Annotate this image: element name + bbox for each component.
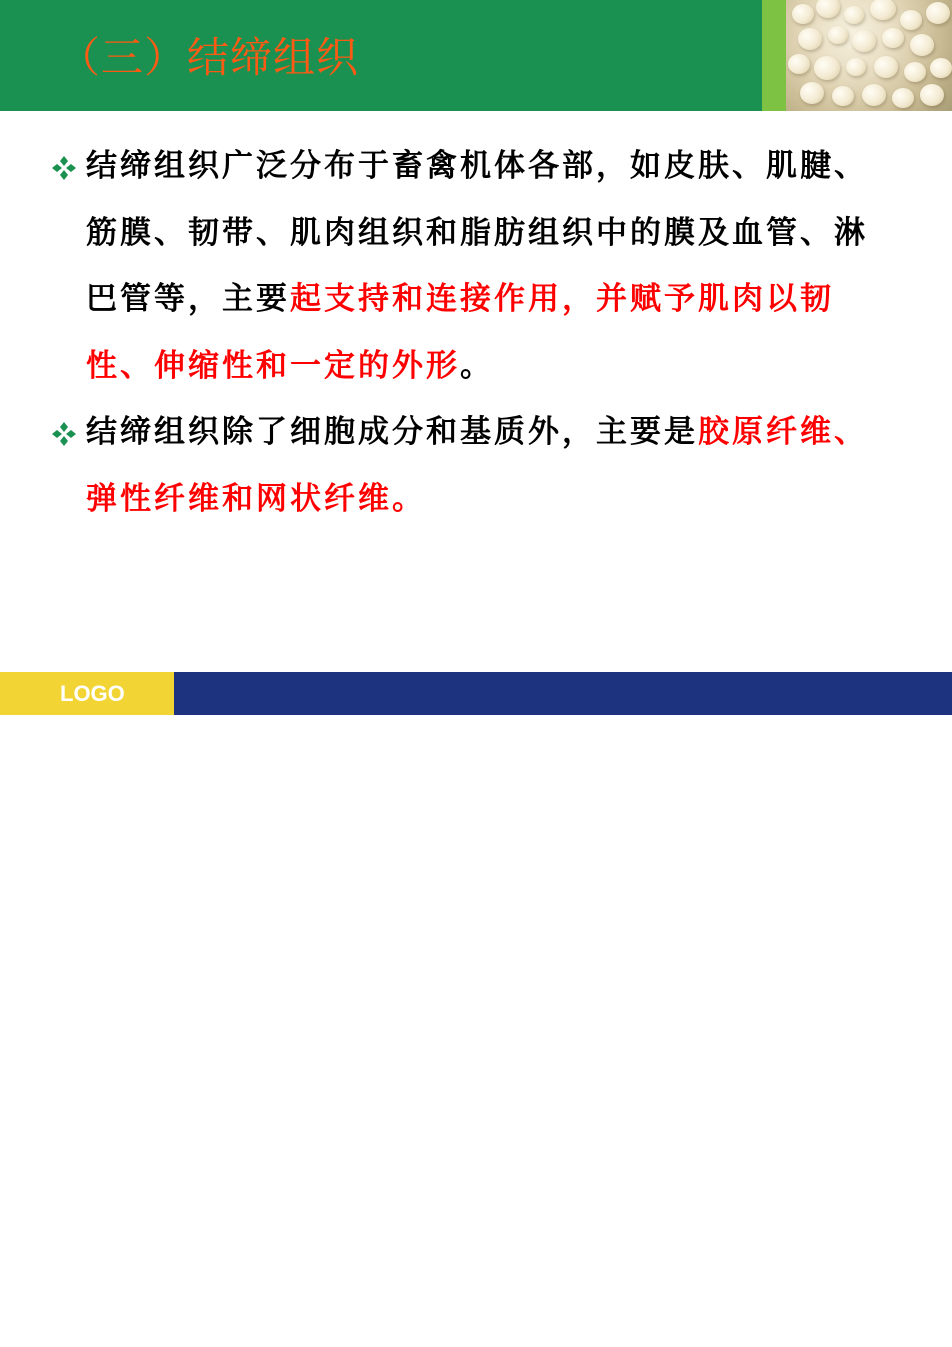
- footer-logo: LOGO: [60, 681, 125, 706]
- paragraph-text: 结缔组织除了细胞成分和基质外，主要是: [86, 414, 698, 450]
- header-accent-stripe: [762, 0, 786, 111]
- highlighted-text: 胶原纤维、弹性纤维和网状纤维。: [86, 414, 868, 517]
- bullet-paragraph: [50, 133, 880, 399]
- bullet-paragraph: [50, 399, 880, 532]
- paragraph-text: 。: [460, 347, 494, 384]
- highlighted-text: 起支持和连接作用，并赋予肌肉以韧性、伸缩性和一定的外形: [86, 281, 834, 384]
- slide-content: [50, 133, 880, 532]
- four-diamond-bullet-icon: [50, 154, 78, 182]
- footer-blue-bar: [174, 672, 952, 715]
- slide-title: （三）结缔组织: [58, 33, 360, 82]
- paragraph-text: 结缔组织广泛分布于畜禽机体各部，如皮肤、肌腱、筋膜、韧带、肌肉组织和脂肪组织中的膜及血管、淋巴管等，主要: [86, 148, 868, 317]
- four-diamond-bullet-icon: [50, 420, 78, 448]
- header-photo: [786, 0, 952, 111]
